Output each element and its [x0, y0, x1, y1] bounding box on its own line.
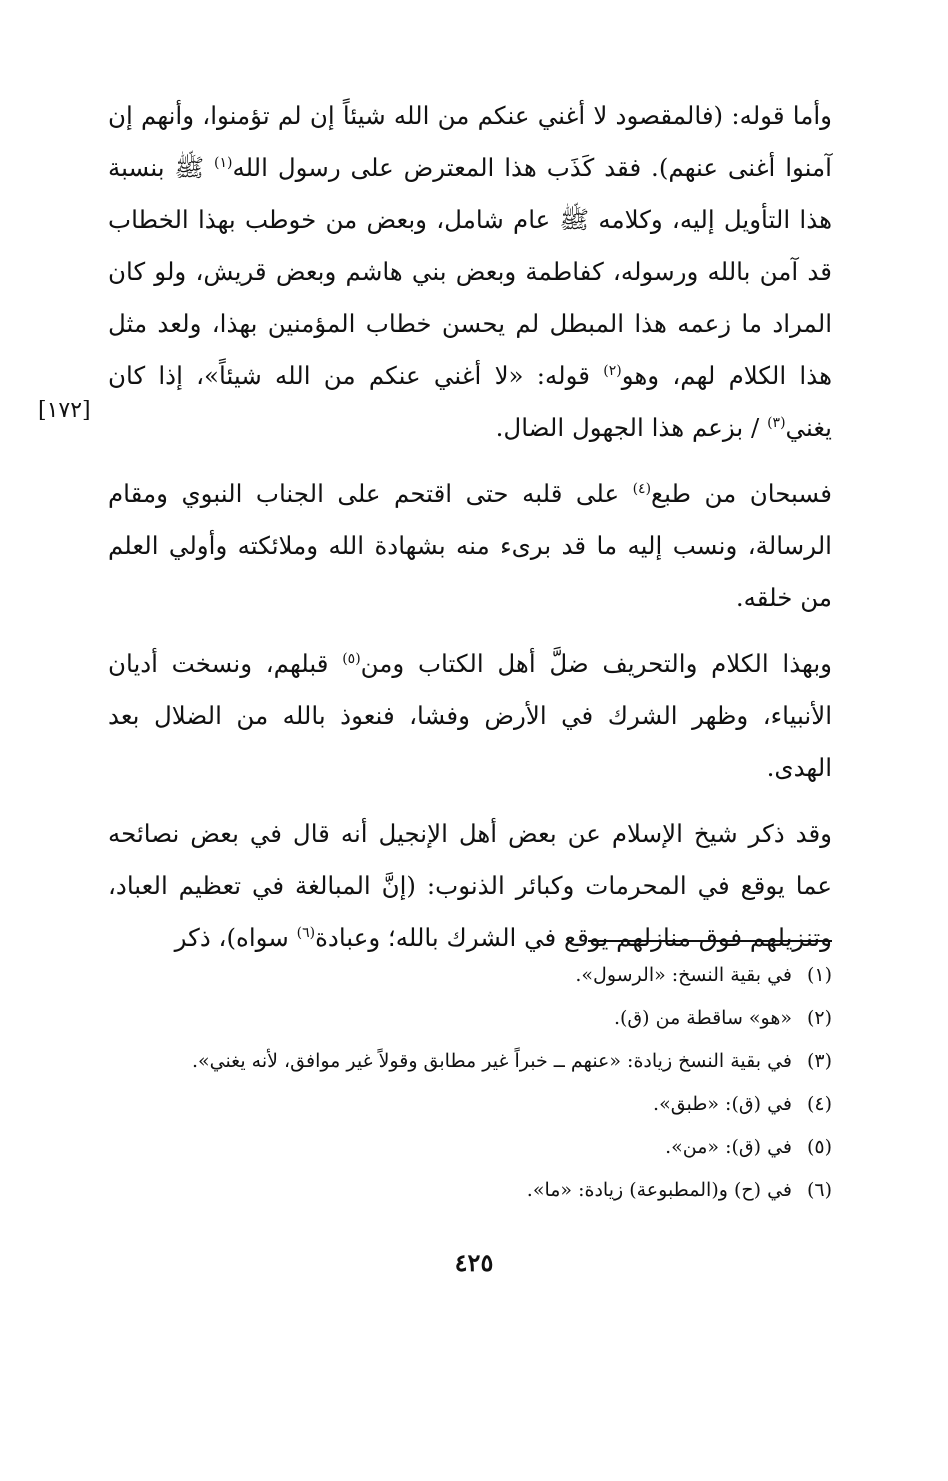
page-number: ٤٢٥ [454, 1248, 494, 1277]
footnote-text: في (ح) و(المطبوعة) زيادة: «ما». [526, 1179, 792, 1201]
paragraph [108, 90, 832, 454]
footnotes [108, 954, 832, 1212]
footnote-reference: (٥) [342, 650, 361, 667]
footnote [108, 997, 832, 1040]
footnote-reference: (٤) [632, 480, 652, 497]
footnote-separator [588, 940, 832, 942]
footnote-reference: (٦) [296, 924, 316, 941]
footnote-text: في (ق): «من». [665, 1136, 792, 1158]
text-run: وبهذا الكلام والتحريف ضلَّ أهل الكتاب ومن [360, 649, 832, 678]
text-run: وأما قوله: (فالمقصود لا أغني عنكم من الله شيئاً إن لم تؤمنوا، وأنهم إن آمنوا أغنى عنهم). فقد كَذَب هذا المعترض على رسول الله [108, 101, 832, 182]
footnote-number: (٦) [806, 1179, 832, 1201]
footnote [108, 1040, 832, 1083]
footnote-text: في بقية النسخ: «الرسول». [575, 964, 792, 986]
footnote-text: «هو» ساقطة من (ق). [613, 1007, 792, 1029]
text-run: قبلهم، ونسخت أديان الأنبياء، وظهر الشرك في الأرض وفشا، فنعوذ بالله من الضلال بعد الهدى. [108, 649, 832, 782]
main-text [108, 90, 832, 964]
text-run: / بزعم هذا الجهول الضال. [495, 413, 768, 442]
footnote-reference: (١) [213, 154, 233, 171]
text-run: ﷺ بنسبة هذا التأويل إليه، وكلامه ﷺ عام شامل، وبعض من خوطب بهذا الخطاب قد آمن بالله ورسوله، كفاطمة وبعض بني هاشم وبعض قريش، ولو كان المراد ما زعمه هذا المبطل لم يحسن خطاب المؤمنين بهذا، ولعد مثل هذا الكلام لهم، وهو [108, 153, 832, 390]
paragraph [108, 468, 832, 624]
text-run: قوله: «لا أغني عنكم من الله شيئاً»، إذا كان يغني [108, 361, 832, 442]
manuscript-folio-marker: [١٧٢] [38, 398, 91, 423]
text-run: سواه)، ذكر [174, 923, 297, 952]
footnote [108, 1126, 832, 1169]
footnote-number: (٤) [806, 1093, 832, 1115]
footnote [108, 1083, 832, 1126]
footnote-reference: (٣) [767, 414, 786, 431]
footnote-number: (١) [806, 964, 832, 986]
footnote-text: في (ق): «طبق». [653, 1093, 792, 1115]
footnote [108, 954, 832, 997]
text-run: على قلبه حتى اقتحم على الجناب النبوي ومقام الرسالة، ونسب إليه ما قد برىء منه بشهادة الله وملائكته وأولي العلم من خلقه. [108, 479, 832, 612]
footnote-number: (٥) [806, 1136, 832, 1158]
text-run: فسبحان من طبع [651, 479, 832, 508]
footnote-number: (٣) [806, 1050, 832, 1072]
footnote-number: (٢) [806, 1007, 832, 1029]
footnote-reference: (٢) [603, 362, 622, 379]
paragraph [108, 638, 832, 794]
footnote-text: في بقية النسخ زيادة: «عنهم ــ خبراً غير مطابق وقولاً غير موافق، لأنه يغني». [191, 1050, 792, 1072]
footnote [108, 1169, 832, 1212]
text-run: وقد ذكر شيخ الإسلام عن بعض أهل الإنجيل أنه قال في بعض نصائحه عما يوقع في المحرمات وكبائر الذنوب: (إنَّ المبالغة في تعظيم العباد، وتنزيلهم فوق منازلهم يوقع في الشرك بالله؛ وعبادة [108, 819, 832, 952]
